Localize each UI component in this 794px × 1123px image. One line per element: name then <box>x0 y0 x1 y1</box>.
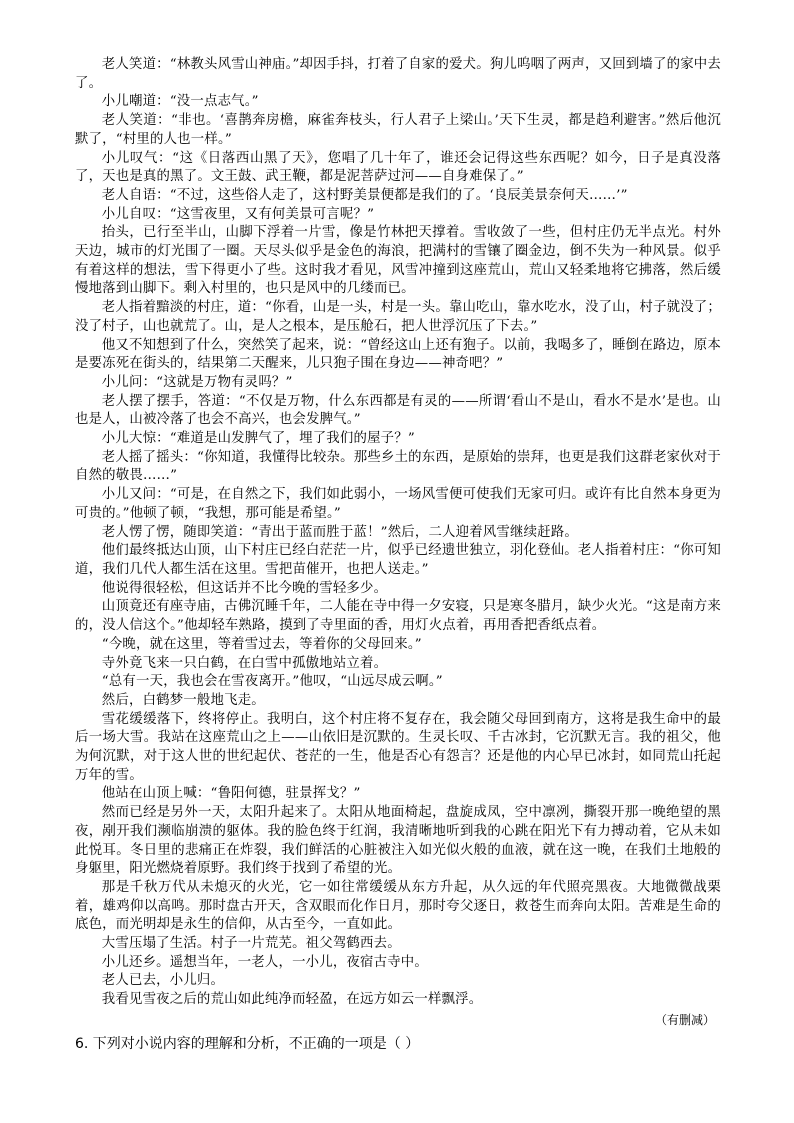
story-paragraph: 老人笑道：“非也。‘喜鹊奔房檐，麻雀奔枝头，行人君子上梁山。’天下生灵，都是趋利避害。”然后他沉默了，“村里的人也一样。” <box>75 113 721 147</box>
question-6: 6. 下列对小说内容的理解和分析，不正确的一项是（ ） <box>75 1035 420 1052</box>
story-paragraph: 他又不知想到了什么，突然笑了起来，说：“曾经这山上还有狍子。以前，我喝多了，睡倒在路边，原本是要冻死在街头的，结果第二天醒来，儿只狍子围在身边——神奇吧？” <box>75 337 721 372</box>
story-paragraph: 他说得很轻松，但这话并不比今晚的雪轻多少。 <box>101 580 388 596</box>
story-text <box>75 56 721 1010</box>
page-content <box>75 56 721 1054</box>
story-paragraph: 山顶竟还有座寺庙，古佛沉睡千年，二人能在寺中得一夕安寝，只是寒冬腊月，缺少火光。“这是南方来的，没人信这个。”他却轻车熟路，摸到了寺里面的香，用灯火点着，再用香把香纸点着。 <box>75 599 721 634</box>
story-paragraph: 小儿还乡。遥想当年，一老人，一小儿，夜宿古寺中。 <box>101 954 428 970</box>
story-paragraph: 老人摇了摇头：“你知道，我懂得比较杂。那些乡土的东西，是原始的崇拜，也更是我们这群老家伙对于自然的敬畏……” <box>75 449 721 484</box>
story-paragraph: 老人指着黯淡的村庄，道：“你看，山是一头，村是一头。靠山吃山，靠水吃水，没了山，村子就没了；没了村子，山也就荒了。山，是人之根本，是压舱石，把人世浮沉压了下去。” <box>75 300 721 334</box>
abridged-note: （有删减） <box>654 1012 715 1027</box>
story-paragraph: 老人笑道：“林教头风雪山神庙。”却因手抖，打着了自家的爱犬。狗儿呜咽了两声，又回到墙了的家中去了。 <box>75 57 721 91</box>
story-paragraph: 老人自语：“不过，这些俗人走了，这村野美景便都是我们的了。‘良辰美景奈何天……’” <box>101 187 628 203</box>
story-paragraph: 寺外竟飞来一只白鹤，在白雪中孤傲地站立着。 <box>101 655 388 671</box>
story-paragraph: 老人已去，小儿归。 <box>101 973 225 989</box>
story-paragraph: 我看见雪夜之后的荒山如此纯净而轻盈，在远方如云一样飘浮。 <box>101 992 483 1008</box>
story-paragraph: 雪花缓缓落下，终将停止。我明白，这个村庄将不复存在，我会随父母回到南方，这将是我生命中的最后一场大雪。我站在这座荒山之上——山依旧是沉默的。生灵长叹、千古冰封，它沉默无言。我的祖父，他为何沉默，对于这人世的世纪起伏、苍茫的一生，他是否心有怨言？还是他的内心早已冰封，如同荒山托起万年的雪。 <box>75 711 721 783</box>
story-paragraph: 老人摆了摆手，答道：“不仅是万物，什么东西都是有灵的——所谓‘看山不是山，看水不是水’是也。山也是人，山被冷落了也会不高兴，也会发脾气。” <box>75 393 721 428</box>
story-paragraph: 小儿又问：“可是，在自然之下，我们如此弱小，一场风雪便可使我们无家可归。或许有比自然本身更为可贵的。”他顿了顿，“我想，那可能是希望。” <box>75 487 721 521</box>
story-paragraph: 那是千秋万代从未熄灭的火光，它一如往常缓缓从东方升起，从久远的年代照亮黑夜。大地微微战栗着，雄鸡仰以高鸣。那时盘古开天，含双眼而化作日月，那时夸父逐日，救苍生而奔向太阳。苦难是生命的底色，而光明却是永生的信仰，从古至今，一直如此。 <box>75 879 721 933</box>
story-paragraph: 大雪压塌了生活。村子一片荒芜。祖父驾鹤西去。 <box>101 936 401 952</box>
story-paragraph: 然而已经是另外一天，太阳升起来了。太阳从地面椅起，盘旋成凤，空中凛冽，撕裂开那一晚绝望的黑夜，剐开我们濒临崩溃的躯体。我的脸色终于红润，我清晰地听到我的心跳在阳光下有力搏动着，它从未如此悦耳。冬日里的悲痛正在炸裂，我们鲜活的心脏被注入如光似火般的血液，就在这一晚，在我们土地般的身躯里，阳光燃烧着原野。我们终于找到了希望的光。 <box>75 805 721 877</box>
story-paragraph: 小儿嘲道：“没一点志气。” <box>101 94 259 110</box>
story-paragraph: 小儿问：“这就是万物有灵吗？” <box>101 374 293 390</box>
story-paragraph: 抬头，已行至半山，山脚下浮着一片雪，像是竹林把天撑着。雪收敛了一些，但村庄仍无半点光。村外天边，城市的灯光围了一圈。天尽头似乎是金色的海浪，把满村的雪镶了圈金边，倒不失为一种风景。似乎有着这样的想法，雪下得更小了些。这时我才看见，风雪冲撞到这座荒山，荒山又轻柔地将它拂落，然后缓慢地落到山脚下。剩入村里的，也只是风中的几缕而已。 <box>75 225 721 297</box>
story-paragraph: “今晚，就在这里，等着雪过去，等着你的父母回来。” <box>101 636 422 652</box>
story-paragraph: 老人愣了愣，随即笑道：“青出于蓝而胜于蓝！”然后，二人迎着风雪继续赶路。 <box>101 524 578 540</box>
story-paragraph: 然后，白鹤梦一般地飞走。 <box>101 692 265 708</box>
story-paragraph: 小儿大惊：“难道是山发脾气了，埋了我们的屋子？” <box>101 431 415 447</box>
story-paragraph: 他们最终抵达山顶，山下村庄已经白茫茫一片，似乎已经遗世独立，羽化登仙。老人指着村庄：“你可知道，我们几代人都生活在这里。雪把苗催开，也把人送走。” <box>75 543 721 577</box>
story-paragraph: 他站在山顶上喊：“鲁阳何德，驻景挥戈？” <box>101 786 361 802</box>
story-paragraph: “总有一天，我也会在雪夜离开。”他叹，“山远尽成云啊。” <box>101 674 443 690</box>
story-paragraph: 小儿自叹：“这雪夜里，又有何美景可言呢？” <box>101 206 375 222</box>
story-paragraph: 小儿叹气：“这《日落西山黑了天》，您唱了几十年了，谁还会记得这些东西呢？如今，日子是真没落了，天也是真的黑了。文王鼓、武王鞭，都是泥菩萨过河——自身难保了。” <box>75 150 721 185</box>
